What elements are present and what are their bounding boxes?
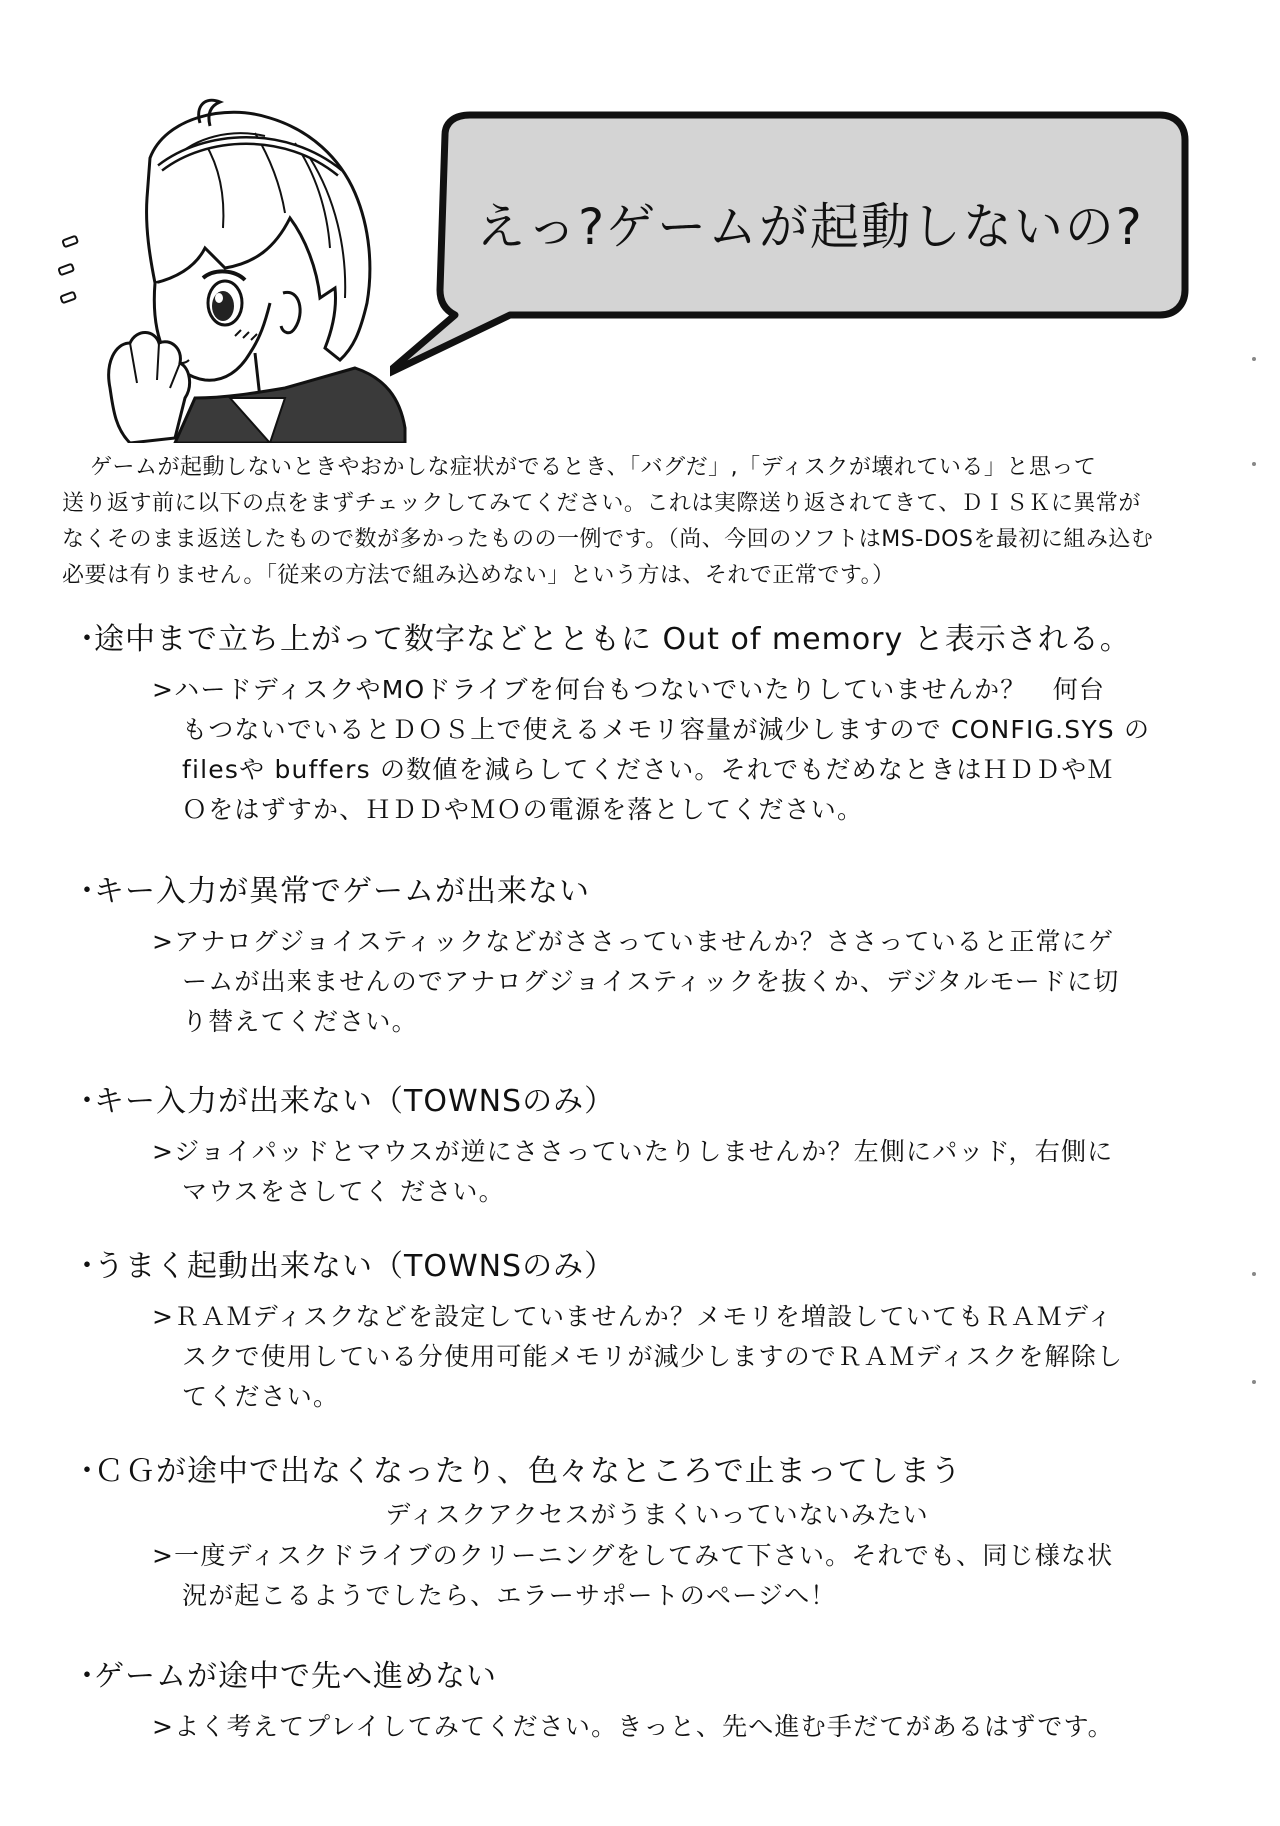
faq-item-boot-towns bbox=[72, 1245, 1202, 1417]
faq-title: ・キー入力が異常でゲームが出来ない bbox=[72, 870, 1202, 914]
bullet: ・ bbox=[72, 874, 103, 909]
answer-line: マウスをさしてく ださい。 bbox=[182, 1177, 505, 1206]
faq-answer bbox=[152, 1707, 1202, 1747]
intro-line: 必要は有りません。「従来の方法で組み込めない」という方は、それで正常です。） bbox=[62, 563, 895, 588]
faq-item-key-input-abnormal bbox=[72, 870, 1202, 1042]
answer-line: ームが出来ませんのでアナログジョイスティックを抜くか、デジタルモードに切 bbox=[182, 967, 1120, 996]
bullet: ・ bbox=[72, 1249, 103, 1284]
faq-answer bbox=[152, 670, 1202, 830]
faq-item-key-input-towns bbox=[72, 1080, 1202, 1212]
faq-title: ・キー入力が出来ない（TOWNSのみ） bbox=[72, 1080, 1202, 1124]
answer-line: >よく考えてプレイしてみてください。きっと、先へ進む手だてがあるはずです。 bbox=[152, 1712, 1114, 1741]
intro-line: 送り返す前に以下の点をまずチェックしてみてください。これは実際送り返されてきて、ＤＩＳＫに異常が bbox=[62, 491, 1141, 516]
answer-line: >アナログジョイスティックなどがささっていませんか？ささっていると正常にゲ bbox=[152, 927, 1115, 956]
faq-item-cannot-proceed bbox=[72, 1655, 1202, 1747]
faq-answer bbox=[152, 922, 1202, 1042]
girl-illustration bbox=[55, 98, 415, 443]
answer-line: 況が起こるようでしたら、エラーサポートのページへ！ bbox=[182, 1581, 837, 1610]
faq-answer bbox=[152, 1536, 1202, 1616]
bullet: ・ bbox=[72, 1084, 103, 1119]
faq-title: ・ＣＧが途中で出なくなったり、色々なところで止まってしまう bbox=[72, 1450, 1202, 1494]
faq-title: ・途中まで立ち上がって数字などとともに Out of memory と表示される。 bbox=[72, 618, 1202, 662]
faq-answer bbox=[152, 1297, 1202, 1417]
scan-speck bbox=[1252, 1380, 1256, 1384]
answer-line: もつないでいるとＤＯＳ上で使えるメモリ容量が減少しますので CONFIG.SYS の bbox=[182, 715, 1151, 744]
intro-line: なくそのまま返送したもので数が多かったものの一例です。（尚、今回のソフトはMS-DOSを最初に組み込む bbox=[62, 527, 1154, 552]
bullet: ・ bbox=[72, 1454, 103, 1489]
bubble-heading: えっ?ゲームが起動しないの? bbox=[476, 198, 1144, 256]
answer-line: Ｏをはずすか、ＨＤＤやＭＯの電源を落としてください。 bbox=[182, 795, 864, 824]
faq-title: ・うまく起動出来ない（TOWNSのみ） bbox=[72, 1245, 1202, 1289]
answer-line: てください。 bbox=[182, 1382, 340, 1411]
answer-line: り替えてください。 bbox=[182, 1007, 418, 1036]
answer-line: >一度ディスクドライブのクリーニングをしてみて下さい。それでも、同じ様な状 bbox=[152, 1541, 1114, 1570]
faq-item-out-of-memory bbox=[72, 618, 1202, 830]
scan-speck bbox=[1252, 1272, 1256, 1276]
faq-item-cg-stops bbox=[72, 1450, 1202, 1616]
bullet: ・ bbox=[72, 1659, 103, 1694]
answer-line: filesや buffers の数値を減らしてください。それでもだめなときはＨＤＤやＭ bbox=[182, 755, 1114, 784]
answer-line: >ハードディスクやMOドライブを何台もつないでいたりしていませんか？ 何台 bbox=[152, 675, 1106, 704]
faq-title: ・ゲームが途中で先へ進めない bbox=[72, 1655, 1202, 1699]
exclamation-marks bbox=[58, 236, 78, 303]
scan-speck bbox=[1252, 357, 1256, 361]
answer-line: >ＲＡＭディスクなどを設定していませんか？メモリを増設していてもＲＡＭディ bbox=[152, 1302, 1114, 1331]
intro-paragraph bbox=[62, 450, 1172, 594]
bullet: ・ bbox=[72, 622, 103, 657]
intro-line: ゲームが起動しないときやおかしな症状がでるとき、「バグだ」,「ディスクが壊れている」と思って bbox=[90, 455, 1097, 480]
faq-subnote: ディスクアクセスがうまくいっていないみたい bbox=[385, 1500, 929, 1529]
scan-speck bbox=[1252, 462, 1256, 466]
faq-answer bbox=[152, 1132, 1202, 1212]
answer-line: スクで使用している分使用可能メモリが減少しますのでＲＡＭディスクを解除し bbox=[182, 1342, 1124, 1371]
answer-line: >ジョイパッドとマウスが逆にささっていたりしませんか？左側にパッド，右側に bbox=[152, 1137, 1114, 1166]
